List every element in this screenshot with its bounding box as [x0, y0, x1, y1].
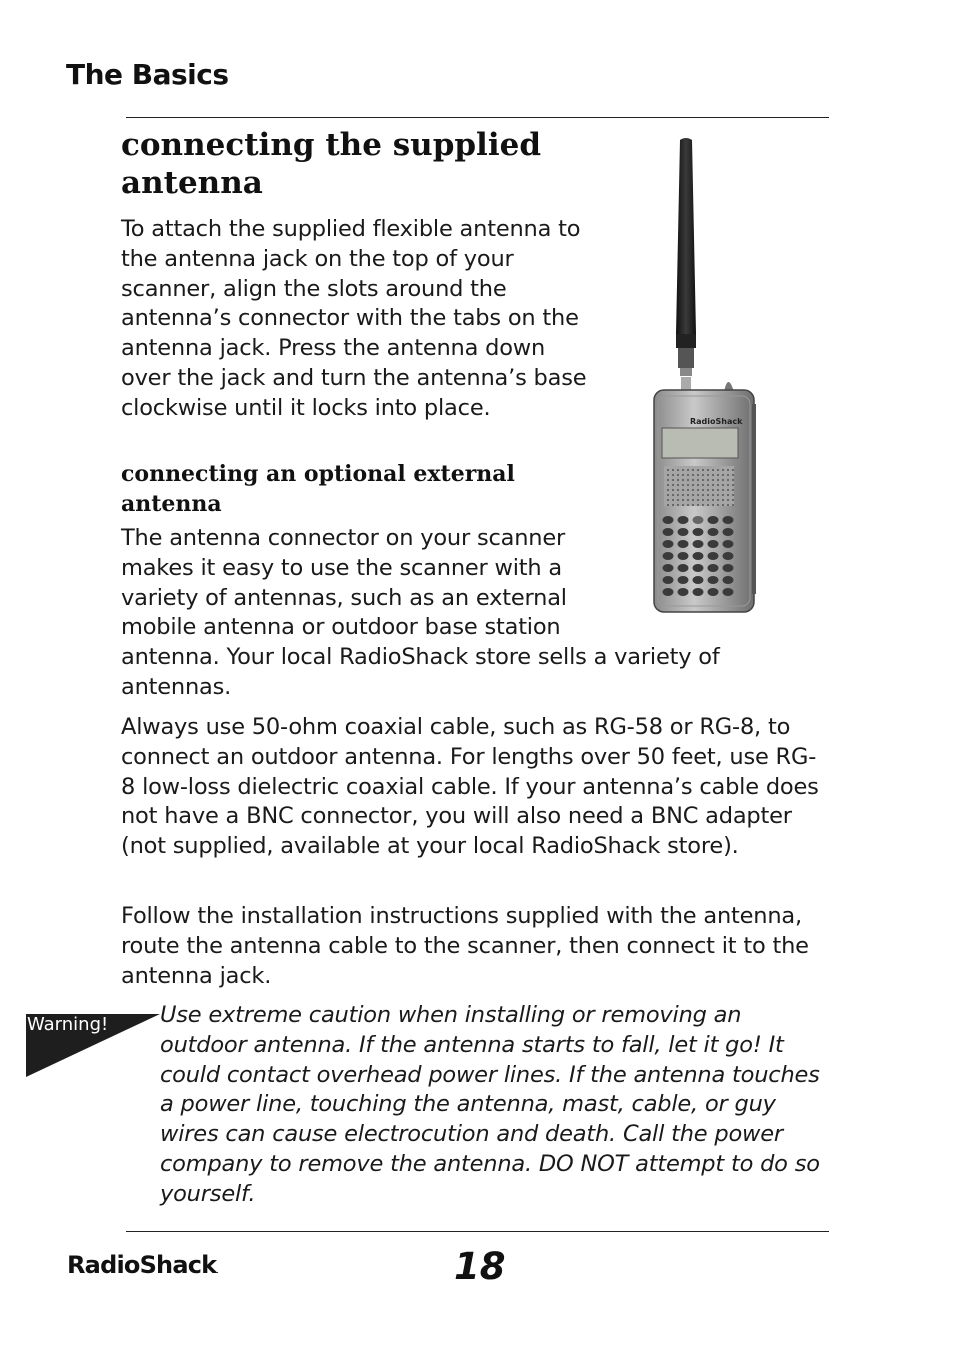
- scanner-brand-text: RadioShack: [690, 417, 743, 426]
- radioshack-logo: RadioShack.: [67, 1251, 219, 1279]
- paragraph-line: variety of antennas, such as an external: [121, 584, 567, 611]
- warning-text: Use extreme caution when installing or removing an outdoor antenna. If the antenna starts to fall, let it go! It could contact overhead power lines. If the antenna touches a power line, touching the antenna, mast, cable, or guy wires can cause electrocution and death. Call the power company to remove the antenna. DO NOT attempt to do so yourself.: [160, 1002, 820, 1207]
- paragraph-line: antenna. Your local RadioShack store sells a variety of: [121, 644, 720, 671]
- paragraph-installation: Follow the installation instructions supplied with the antenna, route the antenna cable to the scanner, then connect it to the antenna jack.: [121, 903, 809, 989]
- section-title: The Basics: [66, 58, 229, 91]
- bottom-divider: [126, 1231, 829, 1232]
- paragraph-line: makes it easy to use the scanner with a: [121, 554, 563, 581]
- paragraph-attach-antenna: To attach the supplied flexible antenna to the antenna jack on the top of your scanner, align the slots around the antenna’s connector with the tabs on the antenna jack. Press the antenna down over the jack and turn the antenna’s base clockwise until it locks into place.: [121, 216, 587, 421]
- page-number: 18: [454, 1245, 506, 1288]
- sub-heading: connecting an optional external antenna: [121, 461, 515, 517]
- scanner-with-antenna-image: [640, 134, 770, 624]
- warning-label: Warning!: [27, 1014, 109, 1035]
- paragraph-line: The antenna connector on your scanner: [121, 525, 566, 551]
- paragraph-line: mobile antenna or outdoor base station: [121, 614, 561, 641]
- paragraph-line: antennas.: [121, 673, 232, 700]
- page-heading: connecting the supplied antenna: [121, 127, 541, 201]
- top-divider: [126, 117, 829, 118]
- paragraph-coaxial-cable: Always use 50-ohm coaxial cable, such as RG-58 or RG-8, to connect an outdoor antenna. For lengths over 50 feet, use RG-8 low-loss dielectric coaxial cable. If your antenna’s cable does not have a BNC connector, you will also need a BNC adapter (not supplied, available at your local RadioShack store).: [121, 714, 819, 860]
